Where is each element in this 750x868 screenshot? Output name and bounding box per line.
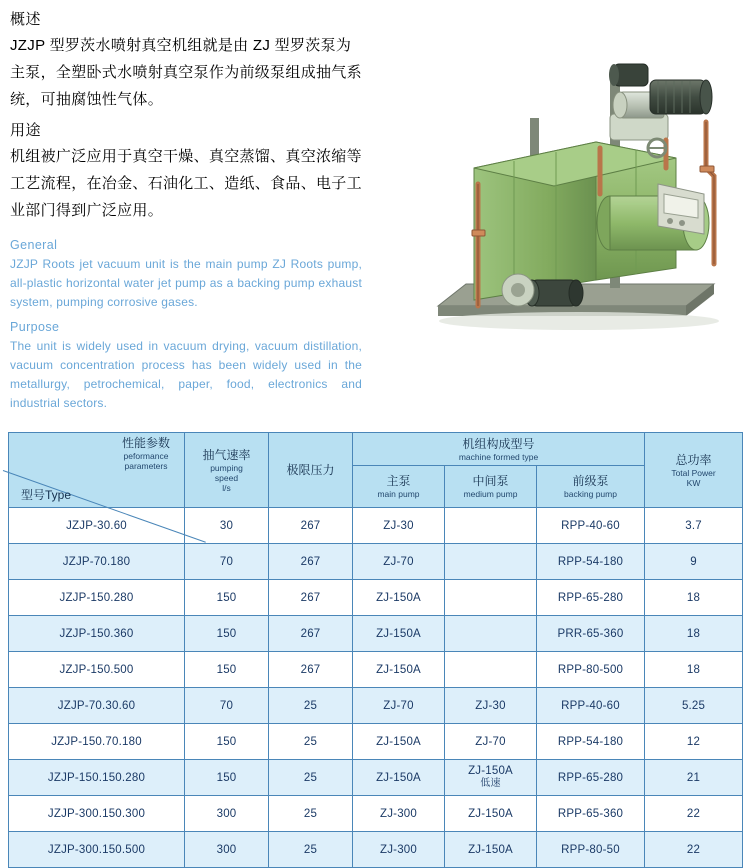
header-backing-pump: 前级泵 backing pump xyxy=(537,466,645,508)
cell-pumping-speed: 150 xyxy=(185,760,269,796)
cell-ultimate-pressure: 267 xyxy=(269,544,353,580)
cell-pumping-speed: 30 xyxy=(185,508,269,544)
specification-table xyxy=(8,432,743,868)
cell-main-pump: ZJ-70 xyxy=(353,688,445,724)
table-row xyxy=(9,580,743,616)
cell-model: JZJP-150.280 xyxy=(9,580,185,616)
cell-pumping-speed: 70 xyxy=(185,544,269,580)
cell-pumping-speed: 300 xyxy=(185,832,269,868)
product-photo xyxy=(414,18,744,348)
cell-medium-pump xyxy=(445,580,537,616)
cell-model: JZJP-150.360 xyxy=(9,616,185,652)
header-perf-type-split xyxy=(9,433,185,508)
cell-main-pump: ZJ-150A xyxy=(353,760,445,796)
header-row-top xyxy=(9,433,743,466)
cell-total-power: 18 xyxy=(645,580,743,616)
header-model-type: 型号Type xyxy=(21,488,72,502)
cell-ultimate-pressure: 267 xyxy=(269,652,353,688)
table-row xyxy=(9,508,743,544)
cell-main-pump: ZJ-300 xyxy=(353,796,445,832)
cell-medium-pump: ZJ-30 xyxy=(445,688,537,724)
cell-total-power: 21 xyxy=(645,760,743,796)
table-body xyxy=(9,508,743,868)
cell-main-pump: ZJ-150A xyxy=(353,616,445,652)
en-heading-purpose: Purpose xyxy=(10,320,60,334)
cell-model: JZJP-70.30.60 xyxy=(9,688,185,724)
cell-total-power: 12 xyxy=(645,724,743,760)
cell-ultimate-pressure: 267 xyxy=(269,508,353,544)
cell-backing-pump: RPP-80-50 xyxy=(537,832,645,868)
cell-backing-pump: RPP-54-180 xyxy=(537,724,645,760)
header-main-pump: 主泵 main pump xyxy=(353,466,445,508)
cell-total-power: 18 xyxy=(645,652,743,688)
cell-total-power: 22 xyxy=(645,796,743,832)
english-text-block xyxy=(10,238,362,413)
cell-medium-pump xyxy=(445,652,537,688)
cell-main-pump: ZJ-150A xyxy=(353,652,445,688)
cell-total-power: 3.7 xyxy=(645,508,743,544)
header-performance-parameters: 性能参数 peformance parameters xyxy=(121,436,170,471)
cell-medium-pump: ZJ-150A xyxy=(445,832,537,868)
cell-backing-pump: PRR-65-360 xyxy=(537,616,645,652)
cell-pumping-speed: 150 xyxy=(185,616,269,652)
table-row xyxy=(9,796,743,832)
header-total-power: 总功率 Total Power KW xyxy=(645,433,743,508)
cell-ultimate-pressure: 267 xyxy=(269,616,353,652)
cell-backing-pump: RPP-40-60 xyxy=(537,508,645,544)
table-row xyxy=(9,688,743,724)
cell-ultimate-pressure: 25 xyxy=(269,724,353,760)
en-paragraph-general: JZJP Roots jet vacuum unit is the main pump ZJ Roots pump, all-plastic horizontal water jet pump as a backing pump exhaust system, pumping corrosive gases. xyxy=(10,257,362,309)
cell-ultimate-pressure: 25 xyxy=(269,796,353,832)
cn-paragraph-general: JZJP 型罗茨水喷射真空机组就是由 ZJ 型罗茨泵为主泵，全塑卧式水喷射真空泵作为前级泵组成抽气系统，可抽腐蚀性气体。 xyxy=(10,37,362,108)
cell-pumping-speed: 150 xyxy=(185,580,269,616)
cell-main-pump: ZJ-150A xyxy=(353,724,445,760)
cell-backing-pump: RPP-54-180 xyxy=(537,544,645,580)
cn-heading-general: 概述 xyxy=(10,11,42,28)
cell-pumping-speed: 150 xyxy=(185,724,269,760)
cell-total-power: 5.25 xyxy=(645,688,743,724)
cell-model: JZJP-30.60 xyxy=(9,508,185,544)
header-pumping-speed: 抽气速率 pumping speed l/s xyxy=(185,433,269,508)
cell-medium-pump xyxy=(445,544,537,580)
cell-medium-pump: ZJ-150A 低速 xyxy=(445,760,537,796)
header-ultimate-pressure: 极限压力 xyxy=(269,433,353,508)
header-machine-formed-type: 机组构成型号 machine formed type xyxy=(353,433,645,466)
cell-pumping-speed: 150 xyxy=(185,652,269,688)
cell-main-pump: ZJ-150A xyxy=(353,580,445,616)
cell-ultimate-pressure: 25 xyxy=(269,832,353,868)
en-heading-general: General xyxy=(10,238,58,252)
cell-main-pump: ZJ-300 xyxy=(353,832,445,868)
cell-backing-pump: RPP-80-500 xyxy=(537,652,645,688)
cn-paragraph-purpose: 机组被广泛应用于真空干燥、真空蒸馏、真空浓缩等工艺流程，在冶金、石油化工、造纸、食品、电子工业部门得到广泛应用。 xyxy=(10,148,362,219)
table-row xyxy=(9,760,743,796)
cell-model: JZJP-150.150.280 xyxy=(9,760,185,796)
cell-main-pump: ZJ-70 xyxy=(353,544,445,580)
cell-backing-pump: RPP-65-360 xyxy=(537,796,645,832)
cell-pumping-speed: 70 xyxy=(185,688,269,724)
cell-medium-pump xyxy=(445,616,537,652)
cn-heading-purpose: 用途 xyxy=(10,122,42,139)
cell-medium-pump: ZJ-70 xyxy=(445,724,537,760)
cell-pumping-speed: 300 xyxy=(185,796,269,832)
cell-model: JZJP-150.70.180 xyxy=(9,724,185,760)
table-row xyxy=(9,616,743,652)
table-head xyxy=(9,433,743,508)
product-photo-illustration xyxy=(414,18,744,348)
cell-medium-pump xyxy=(445,508,537,544)
cell-main-pump: ZJ-30 xyxy=(353,508,445,544)
cell-ultimate-pressure: 25 xyxy=(269,760,353,796)
cell-total-power: 22 xyxy=(645,832,743,868)
table-row xyxy=(9,724,743,760)
table-row xyxy=(9,544,743,580)
table-row xyxy=(9,832,743,868)
cell-model: JZJP-300.150.300 xyxy=(9,796,185,832)
table-row xyxy=(9,652,743,688)
cell-total-power: 9 xyxy=(645,544,743,580)
cell-backing-pump: RPP-65-280 xyxy=(537,760,645,796)
cell-backing-pump: RPP-65-280 xyxy=(537,580,645,616)
specification-table-wrap xyxy=(8,432,742,868)
cell-ultimate-pressure: 267 xyxy=(269,580,353,616)
cell-ultimate-pressure: 25 xyxy=(269,688,353,724)
cell-total-power: 18 xyxy=(645,616,743,652)
en-paragraph-purpose: The unit is widely used in vacuum drying, vacuum distillation, vacuum concentration process has been widely used in the metallurgy, petrochemical, paper, food, electronics and industrial sectors. xyxy=(10,339,362,410)
header-medium-pump: 中间泵 medium pump xyxy=(445,466,537,508)
cell-backing-pump: RPP-40-60 xyxy=(537,688,645,724)
cell-model: JZJP-70.180 xyxy=(9,544,185,580)
cell-model: JZJP-300.150.500 xyxy=(9,832,185,868)
cell-medium-pump: ZJ-150A xyxy=(445,796,537,832)
cell-model: JZJP-150.500 xyxy=(9,652,185,688)
